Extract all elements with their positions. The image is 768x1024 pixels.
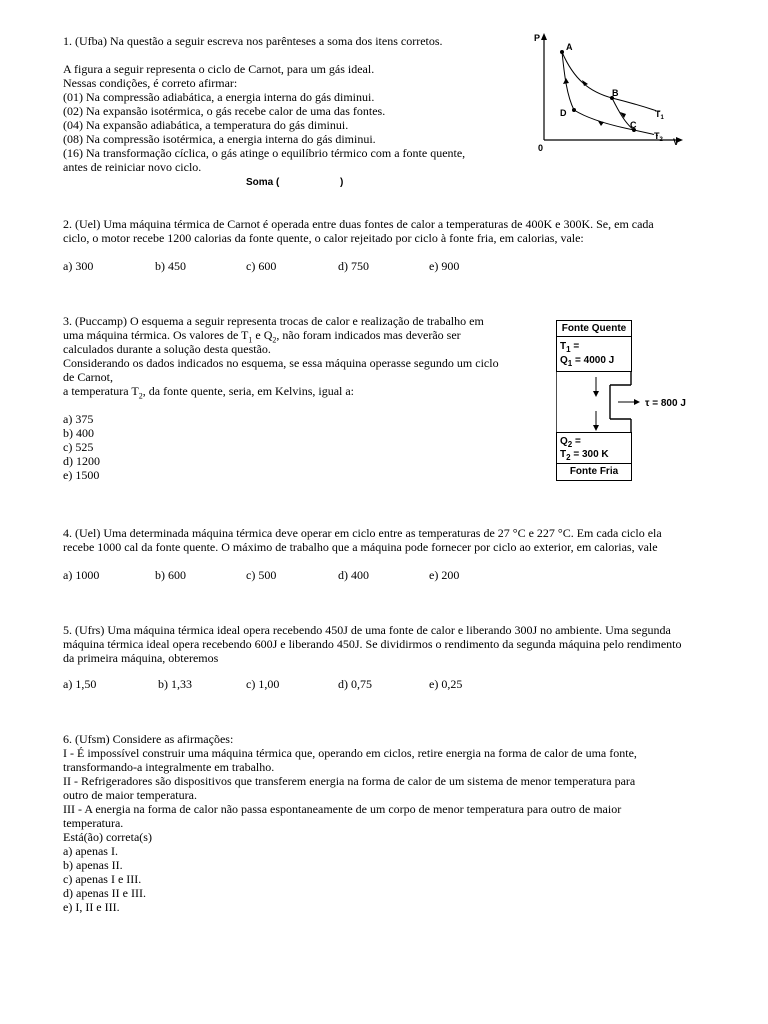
q6-line: 6. (Ufsm) Considere as afirmações: — [63, 732, 234, 746]
q5-option-a: a) 1,50 — [63, 677, 97, 691]
p-axis-arrow — [541, 33, 547, 40]
carnot-pv-graph — [528, 30, 688, 160]
q2-option-a: a) 300 — [63, 259, 94, 273]
q6-line: outro de maior temperatura. — [63, 788, 197, 802]
q6-option-b: b) apenas II. — [63, 858, 123, 872]
soma-close: ) — [340, 177, 344, 188]
q2-option-e: e) 900 — [429, 259, 460, 273]
q4-option-d: d) 400 — [338, 568, 369, 582]
work-value: τ = 800 J — [645, 398, 686, 409]
q1-value: $Q_1 = 4000$ J — [560, 355, 615, 368]
point-d-dot — [572, 108, 576, 112]
q3-option-e: e) 1500 — [63, 468, 100, 482]
q5-line: máquina térmica ideal opera recebendo 600J e liberando 450J. Se dividirmos o rendimento da segunda máquina pelo rendimento — [63, 637, 682, 651]
v-axis-label: V — [673, 137, 680, 147]
cold-source-box — [556, 432, 632, 464]
q6-line: temperatura. — [63, 816, 124, 830]
q1-title: 1. (Ufba) Na questão a seguir escreva nos parênteses a soma dos itens corretos. — [63, 34, 443, 48]
q3-line: a temperatura $T_2$, da fonte quente, seria, em Kelvins, igual a: — [63, 384, 355, 401]
q5-option-c: c) 1,00 — [246, 677, 280, 691]
q1-line: antes de reiniciar novo ciclo. — [63, 160, 202, 174]
q4-option-c: c) 500 — [246, 568, 277, 582]
q3-line: 3. (Puccamp) O esquema a seguir representa trocas de calor e realização de trabalho em — [63, 314, 484, 328]
q6-option-a: a) apenas I. — [63, 844, 118, 858]
q6-statement-ii: II - Refrigeradores são dispositivos que transferem energia na forma de calor de um sistema de menor temperatura para — [63, 774, 636, 788]
point-a-label: A — [566, 42, 573, 52]
isotherm-t1 — [562, 52, 654, 110]
q2-option-c: c) 600 — [246, 259, 277, 273]
q1-item-01: (01) Na compressão adiabática, a energia interna do gás diminui. — [63, 90, 375, 104]
q2-line: 2. (Uel) Uma máquina térmica de Carnot é operada entre duas fontes de calor a temperaturas de 400K e 300K. Se, em cada — [63, 217, 654, 231]
p-axis-label: P — [534, 33, 541, 43]
point-b-label: B — [612, 88, 619, 98]
q5-line: da primeira máquina, obteremos — [63, 651, 219, 665]
q3-line: calculados durante a solução desta questão. — [63, 342, 271, 356]
q1-item-08: (08) Na compressão isotérmica, a energia interna do gás diminui. — [63, 132, 376, 146]
q6-statement-i: I - É impossível construir uma máquina térmica que, operando em ciclos, retire energia na forma de calor de uma fonte, — [63, 746, 637, 760]
q3-line: de Carnot, — [63, 370, 113, 384]
t2-label: $T_2$ — [654, 131, 663, 143]
q3-option-a: a) 375 — [63, 412, 94, 426]
q3-line: uma máquina térmica. Os valores de $T_1$ e $Q_2$, não foram indicados mas deverão ser — [63, 328, 461, 345]
soma-label: Soma ( — [246, 177, 280, 188]
q5-line: 5. (Ufrs) Uma máquina térmica ideal opera recebendo 450J de uma fonte de calor e liberando 300J no ambiente. Uma segunda — [63, 623, 671, 637]
q4-line: recebe 1000 cal da fonte quente. O máximo de trabalho que a máquina pode fornecer por ciclo ao exterior, em calorias, vale — [63, 540, 658, 554]
q5-option-e: e) 0,25 — [429, 677, 463, 691]
cold-source-title: Fonte Fria — [556, 463, 632, 481]
q4-option-b: b) 600 — [155, 568, 186, 582]
q3-option-d: d) 1200 — [63, 454, 100, 468]
q2-value: $Q_2$ = — [560, 436, 581, 449]
q1-item-04: (04) Na expansão adiabática, a temperatura do gás diminui. — [63, 118, 349, 132]
q6-option-c: c) apenas I e III. — [63, 872, 142, 886]
q2-option-b: b) 450 — [155, 259, 186, 273]
t1-value: $T_1$ = — [560, 341, 580, 354]
q4-option-e: e) 200 — [429, 568, 460, 582]
q5-option-d: d) 0,75 — [338, 677, 372, 691]
q1-item-02: (02) Na expansão isotérmica, o gás recebe calor de uma das fontes. — [63, 104, 386, 118]
q4-line: 4. (Uel) Uma determinada máquina térmica deve operar em ciclo entre as temperaturas de 27 °C e 227 °C. Em cada ciclo ela — [63, 526, 662, 540]
origin-label: 0 — [538, 143, 544, 153]
q6-line: transformando-a integralmente em trabalho. — [63, 760, 275, 774]
q3-line: Considerando os dados indicados no esquema, se essa máquina operasse segundo um ciclo — [63, 356, 499, 370]
q6-option-e: e) I, II e III. — [63, 900, 120, 914]
q6-statement-iii: III - A energia na forma de calor não passa espontaneamente de um corpo de menor temperatura para outro de maior — [63, 802, 622, 816]
q2-option-d: d) 750 — [338, 259, 369, 273]
q1-line: Nessas condições, é correto afirmar: — [63, 76, 238, 90]
point-a-dot — [560, 50, 564, 54]
q3-option-b: b) 400 — [63, 426, 94, 440]
adiabat-da — [562, 52, 574, 110]
q4-option-a: a) 1000 — [63, 568, 100, 582]
t1-label: $T_1$ — [655, 109, 664, 121]
q6-line: Está(ão) correta(s) — [63, 830, 152, 844]
q5-option-b: b) 1,33 — [158, 677, 192, 691]
t2-value: $T_2 = 300$ K — [560, 449, 609, 462]
q1-item-16: (16) Na transformação cíclica, o gás atinge o equilíbrio térmico com a fonte quente, — [63, 146, 466, 160]
hot-source-box — [556, 336, 632, 372]
q6-option-d: d) apenas II e III. — [63, 886, 146, 900]
hot-source-title: Fonte Quente — [556, 320, 632, 337]
point-d-label: D — [560, 108, 567, 118]
point-c-label: C — [630, 120, 637, 130]
q2-line: ciclo, o motor recebe 1200 calorias da fonte quente, o calor rejeitado por ciclo à fonte fria, em calorias, vale: — [63, 231, 584, 245]
q1-line: A figura a seguir representa o ciclo de Carnot, para um gás ideal. — [63, 62, 375, 76]
q3-option-c: c) 525 — [63, 440, 94, 454]
